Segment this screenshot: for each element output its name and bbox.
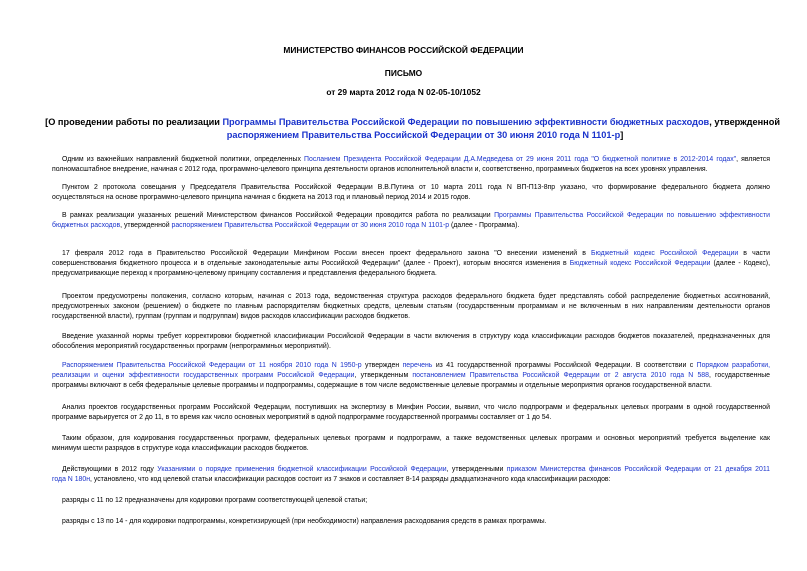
- link-list[interactable]: перечень: [402, 362, 433, 369]
- paragraph: [52, 361, 770, 391]
- paragraph: [52, 434, 770, 454]
- paragraph-text: обособления мероприятий государственных программ (непрограммных мероприятий).: [52, 343, 331, 350]
- link-procedure[interactable]: Порядком разработки,: [696, 362, 770, 369]
- paragraph-text: Анализ проектов государственных программ Российской Федерации, поступивших на экспертизу в Минфин России, выявил, что число подпрограмм и федеральных целевых программ в одной государственной: [62, 404, 770, 411]
- paragraph-text: в части: [738, 250, 770, 257]
- paragraph-text: программе варьируется от 2 до 11, в то время как число основных мероприятий в одной подпрограмме государственной программы составляет от 1 до 54.: [52, 414, 552, 421]
- link-resolution-588[interactable]: постановлением Правительства Российской Федерации от 2 августа 2010 года N 588: [412, 372, 709, 379]
- paragraph-text: , утвержденной: [120, 222, 172, 229]
- paragraph-text: осуществляться на основе программно-целевого принципа начиная с бюджета на 2013 год и плановый период 2014 и 2015 годов.: [52, 194, 471, 201]
- paragraph-text: Введение указанной нормы требует корректировки бюджетной классификации Российской Федерации в части включения в структуру кода классификации расходов бюджетов показателей, предназначенных для: [62, 333, 770, 340]
- link-instructions[interactable]: Указаниями о порядке применения бюджетной классификации Российской Федерации: [157, 466, 447, 473]
- paragraph: [52, 332, 770, 352]
- document-type: ПИСЬМО: [384, 68, 423, 78]
- link-order-180n[interactable]: приказом Министерства финансов Российской Федерации от 21 декабря 2011: [506, 466, 770, 473]
- paragraph-text: предусматривающие переход к программно-целевому принципу составления и представления федерального бюджета.: [52, 270, 437, 277]
- paragraph-text: Пунктом 2 протокола совещания у Председателя Правительства Российской Федерации В.В.Путина от 10 марта 2011 года N ВП-П13-8пр указано, что формирование федерального бюджета должно: [62, 184, 770, 191]
- link-order-1950[interactable]: Распоряжением Правительства Российской Федерации от 11 ноября 2010 года N 1950-р: [62, 362, 362, 369]
- subject-text: , утвержденной: [709, 117, 780, 127]
- paragraph-text: , государственные: [708, 372, 771, 379]
- link-order-1101[interactable]: распоряжением Правительства Российской Федерации от 30 июня 2010 года N 1101-р: [171, 222, 450, 229]
- paragraph-text: 17 февраля 2012 года в Правительство Российской Федерации Минфином России внесен проект федерального закона "О внесении изменений в: [62, 250, 592, 257]
- paragraph: [52, 211, 770, 231]
- paragraph: [52, 249, 770, 279]
- subject-link-order[interactable]: распоряжением Правительства Российской Федерации от 30 июня 2010 года N 1101-р: [226, 130, 621, 140]
- link-efficiency-program[interactable]: Программы Правительства Российской Федерации по повышению эффективности: [494, 212, 770, 219]
- paragraph: [52, 517, 770, 527]
- paragraph-text: предусмотренных законом (решением) о бюджете по главным распорядителям бюджетных средств, целевым статьям (государственным программам и не включенным в них направлениям деятельности органов: [52, 303, 770, 310]
- paragraph-text: (далее - Программа).: [449, 222, 520, 229]
- paragraph-text: разряды с 13 по 14 - для кодировки подпрограммы, конкретизирующей (при необходимости) направления расходования средств в рамках программы.: [62, 518, 547, 525]
- paragraph-text: из 41 государственной программы Российской Федерации. В соответствии с: [432, 362, 697, 369]
- paragraph-text: Проектом предусмотрены положения, согласно которым, начиная с 2013 года, ведомственная структура расходов федерального бюджета будет представлять собой распределение бюджетных ассигнований,: [62, 293, 770, 300]
- paragraph-text: Таким образом, для кодирования государственных программ, федеральных целевых программ и подпрограмм, а также ведомственных целевых программ и основных мероприятий требуется выделение как: [62, 435, 770, 442]
- paragraph-text: совершенствования бюджетного процесса и в отдельные законодательные акты Российской Федерации" (далее - Проект), которым вносятся изменения в: [52, 260, 570, 267]
- paragraph-text: (далее - Кодекс),: [710, 260, 770, 267]
- paragraph-text: Действующими в 2012 году: [62, 466, 158, 473]
- subject-text: [О проведении работы по реализации: [45, 117, 223, 127]
- subject-link-program[interactable]: Программы Правительства Российской Федерации по повышению эффективности бюджетных расходов: [222, 117, 710, 127]
- paragraph-text: разряды с 11 по 12 предназначены для кодировки программ соответствующей целевой статьи;: [62, 497, 368, 504]
- link-order-180n[interactable]: года N 180н: [52, 476, 91, 483]
- link-procedure[interactable]: реализации и оценки эффективности государственных программ Российской Федерации: [52, 372, 355, 379]
- paragraph: [52, 183, 770, 203]
- link-efficiency-program[interactable]: бюджетных расходов: [52, 222, 121, 229]
- paragraph-text: , утвержденными: [446, 466, 507, 473]
- paragraph-text: минимум шести разрядов в структуре кода классификации расходов бюджетов.: [52, 445, 309, 452]
- paragraph-text: , является: [736, 156, 770, 163]
- link-budget-code[interactable]: Бюджетный кодекс Российской Федерации: [591, 250, 739, 257]
- paragraph-text: государственной власти), группам (группам и подгруппам) видов расходов классификации расходов бюджетов.: [52, 313, 411, 320]
- paragraph-text: полномасштабное внедрение, начиная с 2012 года, программно-целевого принципа деятельности органов исполнительной власти и, соответственно, программных бюджетов на всех уровнях управления.: [52, 166, 708, 173]
- paragraph-text: , утвержденным: [354, 372, 413, 379]
- ministry-heading: МИНИСТЕРСТВО ФИНАНСОВ РОССИЙСКОЙ ФЕДЕРАЦИИ: [283, 45, 524, 55]
- document-date-number: от 29 марта 2012 года N 02-05-10/1052: [326, 87, 481, 97]
- link-budget-code[interactable]: Бюджетный кодекс Российской Федерации: [569, 260, 711, 267]
- document-subject: [40, 116, 780, 142]
- paragraph: [52, 292, 770, 322]
- paragraph: [52, 155, 770, 175]
- paragraph-text: утвержден: [361, 362, 403, 369]
- paragraph: [52, 496, 770, 506]
- paragraph-text: В рамках реализации указанных решений Министерством финансов Российской Федерации проводится работа по реализации: [62, 212, 495, 219]
- paragraph-text: Одним из важнейших направлений бюджетной политики, определенных: [62, 156, 305, 163]
- link-president-address[interactable]: Посланием Президента Российской Федерации Д.А.Медведева от 29 июня 2011 года "О бюджетной политике в 2012-2014 годах": [304, 156, 737, 163]
- paragraph: [52, 403, 770, 423]
- paragraph: [52, 465, 770, 485]
- subject-text: ]: [620, 130, 624, 140]
- paragraph-text: , установлено, что код целевой статьи классификации расходов состоит из 7 знаков и составляет 8-14 разряды двадцатизначного кода классификации расходов:: [90, 476, 611, 483]
- paragraph-text: программы включают в себя федеральные целевые программы и подпрограммы, содержащие в том числе ведомственные целевые программы и отдельные мероприятия органов государственной власти.: [52, 382, 712, 389]
